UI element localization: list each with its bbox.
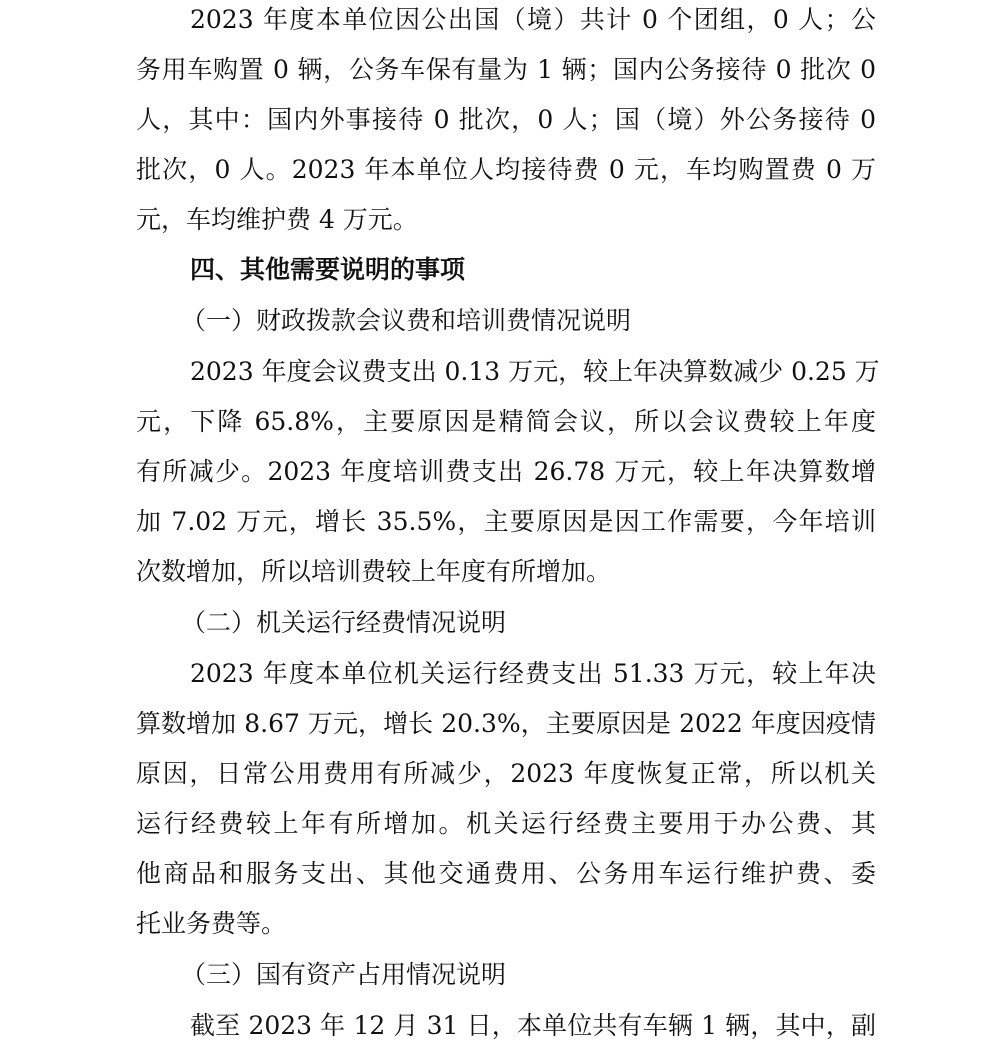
paragraph-line: 元，下降 65.8%，主要原因是精简会议，所以会议费较上年度: [136, 407, 876, 436]
paragraph-line: 次数增加，所以培训费较上年度有所增加。: [136, 557, 612, 586]
paragraph-line: 务用车购置 0 辆，公务车保有量为 1 辆；国内公务接待 0 批次 0: [136, 55, 876, 84]
paragraph-line: 托业务费等。: [136, 909, 287, 938]
paragraph-line: 2023 年度本单位机关运行经费支出 51.33 万元，较上年决: [190, 659, 876, 688]
paragraph-line: 原因，日常公用费用有所减少，2023 年度恢复正常，所以机关: [136, 759, 876, 788]
paragraph-line: 人，其中：国内外事接待 0 批次，0 人；国（境）外公务接待 0: [136, 105, 876, 134]
paragraph-line: 2023 年度会议费支出 0.13 万元，较上年决算数减少 0.25 万: [190, 357, 880, 386]
subsection-heading: （三）国有资产占用情况说明: [181, 960, 507, 989]
paragraph-line: 有所减少。2023 年度培训费支出 26.78 万元，较上年决算数增: [136, 457, 876, 486]
subsection-heading: （二）机关运行经费情况说明: [181, 608, 507, 637]
paragraph-line: 加 7.02 万元，增长 35.5%，主要原因是因工作需要，今年培训: [136, 507, 876, 536]
paragraph-line: 算数增加 8.67 万元，增长 20.3%，主要原因是 2022 年度因疫情: [136, 709, 876, 738]
paragraph-line: 2023 年度本单位因公出国（境）共计 0 个团组，0 人；公: [190, 5, 876, 34]
paragraph-line: 他商品和服务支出、其他交通费用、公务用车运行维护费、委: [136, 859, 876, 888]
paragraph-line: 元，车均维护费 4 万元。: [136, 205, 418, 234]
paragraph-line: 截至 2023 年 12 月 31 日，本单位共有车辆 1 辆，其中，副: [190, 1011, 876, 1040]
subsection-heading: （一）财政拨款会议费和培训费情况说明: [181, 306, 632, 335]
paragraph-line: 批次，0 人。2023 年本单位人均接待费 0 元，车均购置费 0 万: [136, 155, 876, 184]
paragraph-line: 运行经费较上年有所增加。机关运行经费主要用于办公费、其: [136, 809, 876, 838]
section-heading: 四、其他需要说明的事项: [190, 255, 466, 284]
